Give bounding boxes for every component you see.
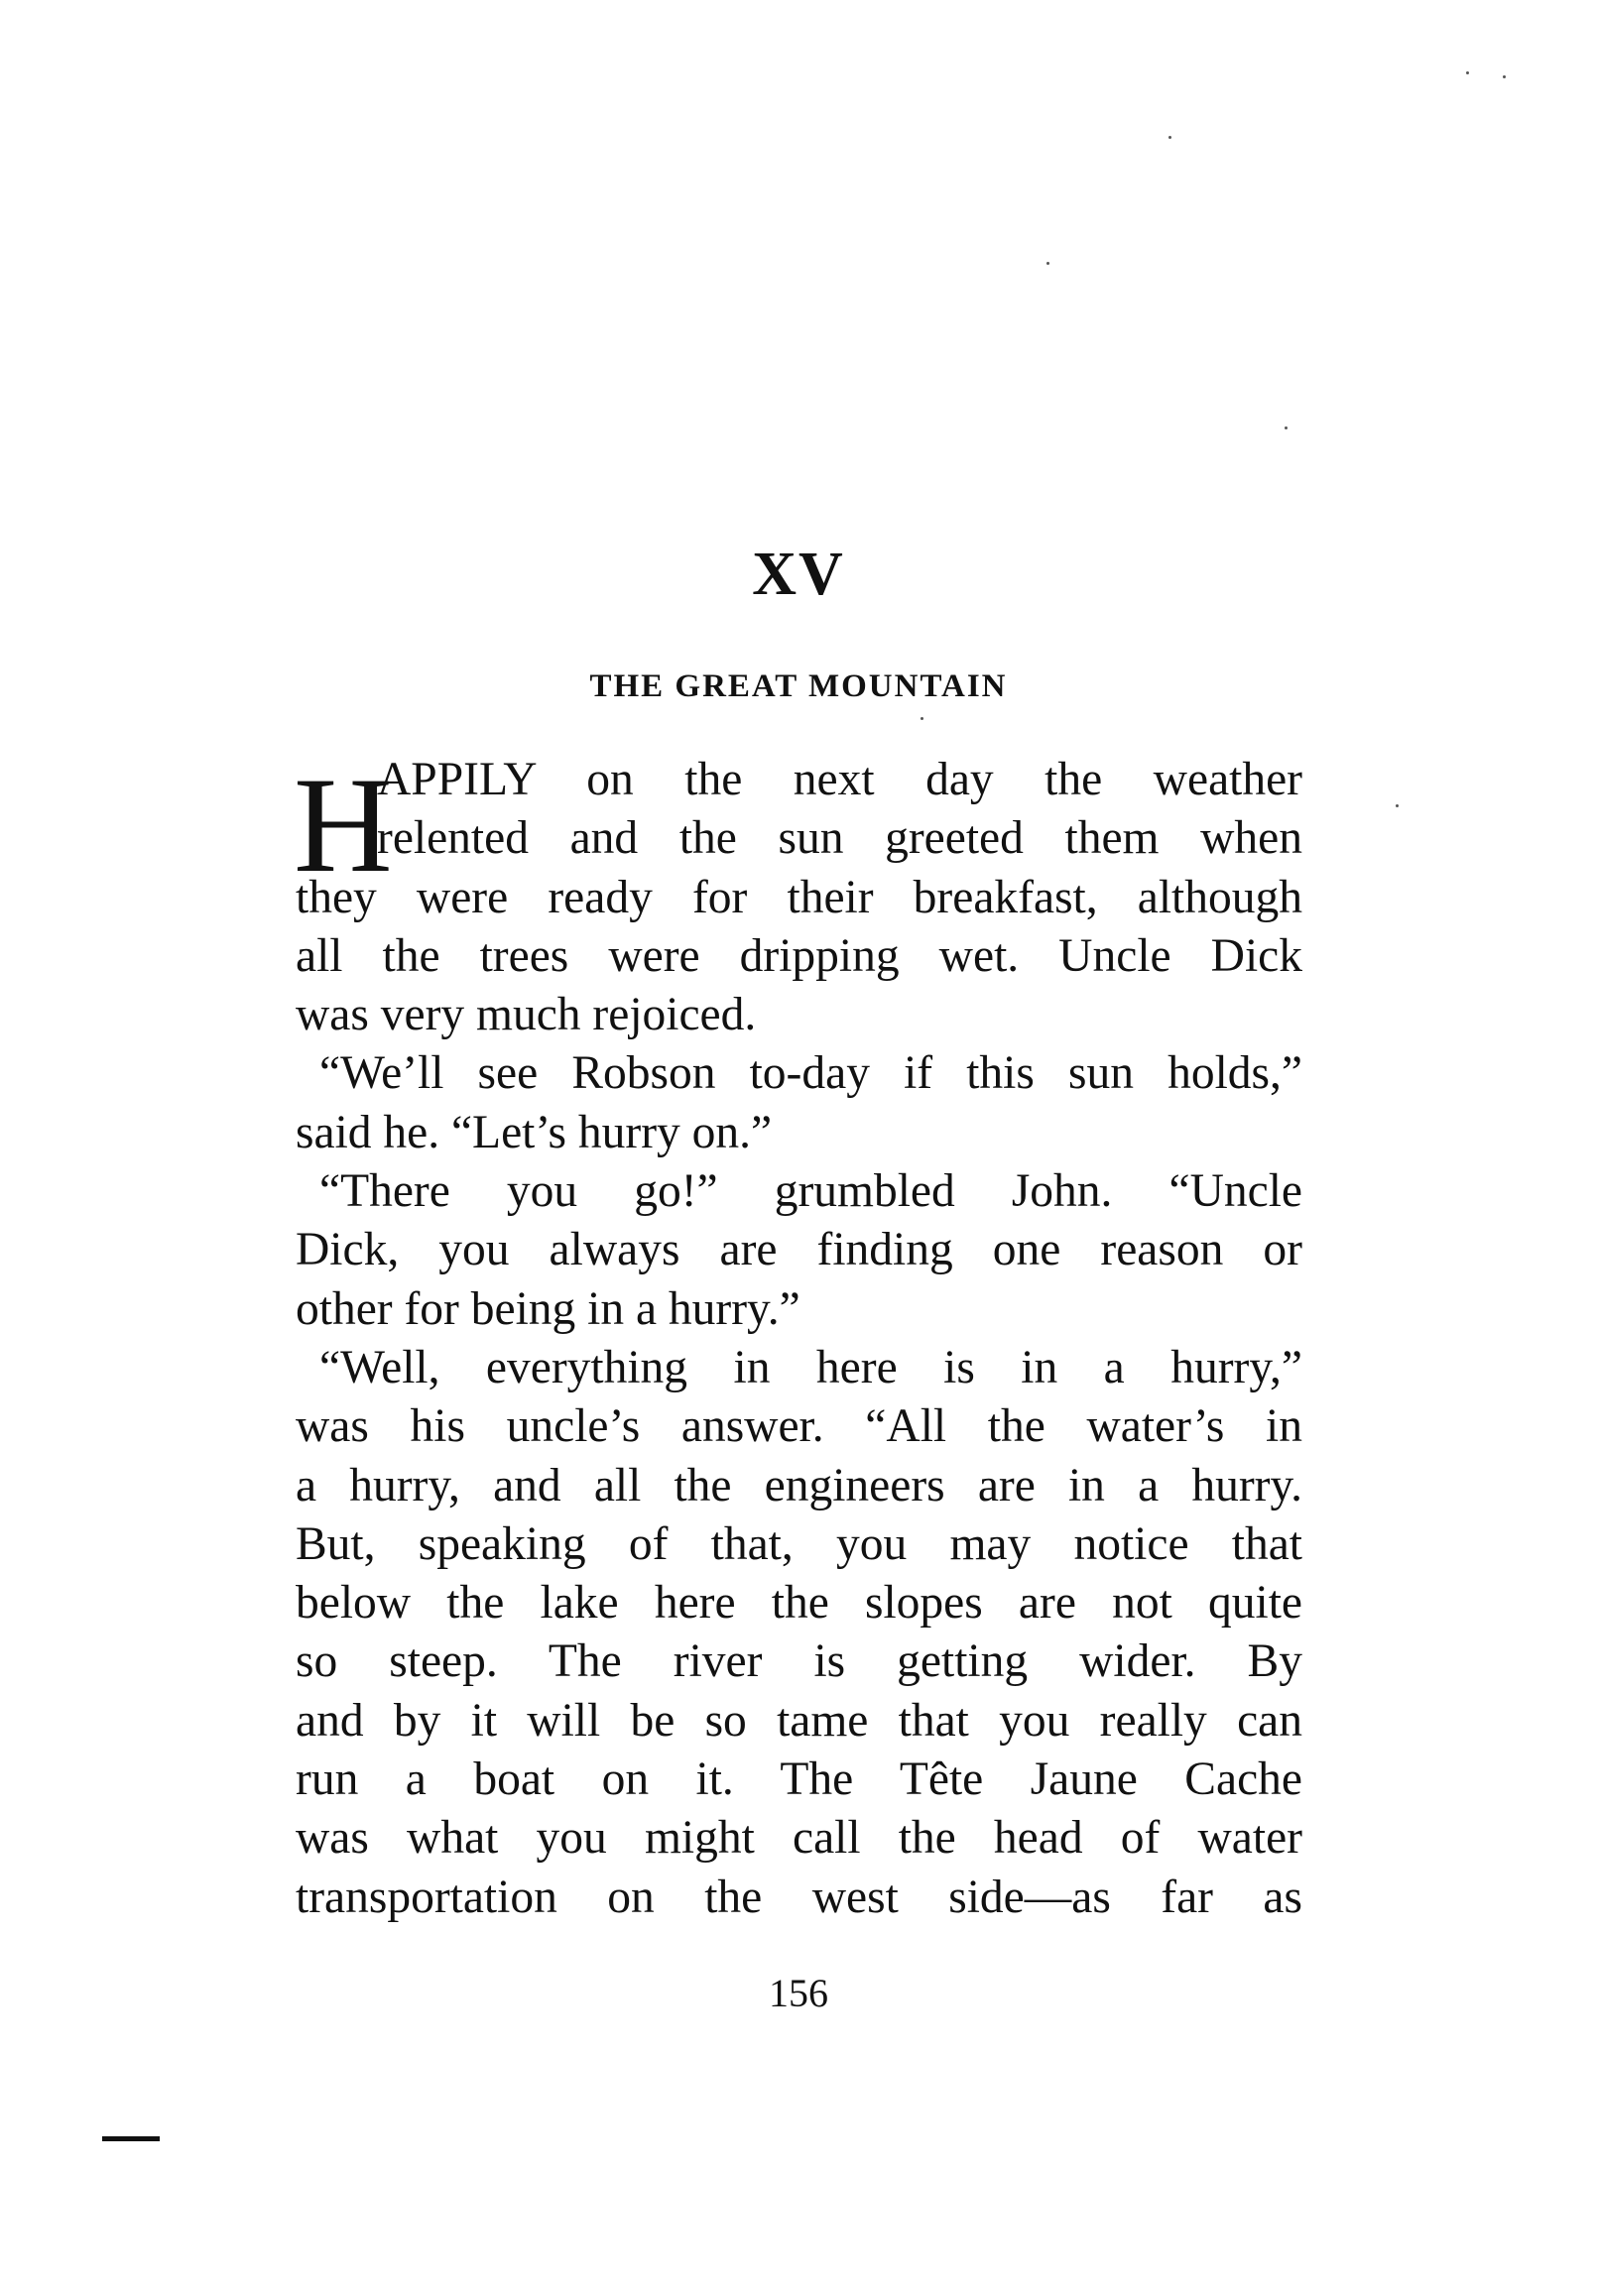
text-line: below the lake here the slopes are not quite [296, 1577, 1302, 1630]
text-line: and by it will be so tame that you really can [296, 1694, 1302, 1747]
text-line: transportation on the west side—as far as [296, 1871, 1302, 1923]
text-line: “There you go!” grumbled John. “Uncle [319, 1165, 1302, 1218]
text-line: other for being in a hurry.” [296, 1282, 800, 1335]
text-line: was what you might call the head of water [296, 1812, 1302, 1865]
text-line: they were ready for their breakfast, although [296, 871, 1302, 923]
drop-cap: H [294, 749, 393, 901]
text-line: run a boat on it. The Tête Jaune Cache [296, 1753, 1302, 1806]
page-number: 156 [769, 1971, 828, 2015]
scan-speck [1466, 71, 1469, 74]
scan-speck [1396, 804, 1399, 807]
scan-speck [1046, 262, 1049, 265]
text-line: But, speaking of that, you may notice that [296, 1517, 1302, 1570]
text-line: a hurry, and all the engineers are in a hurry. [296, 1459, 1302, 1511]
text-line: was his uncle’s answer. “All the water’s in [296, 1400, 1302, 1453]
text-line: Dick, you always are finding one reason or [296, 1224, 1302, 1276]
scan-speck [921, 717, 923, 720]
text-line: “Well, everything in here is in a hurry,” [319, 1341, 1302, 1393]
text-line: “We’ll see Robson to-day if this sun holds,” [319, 1047, 1302, 1100]
scan-speck [1285, 426, 1288, 429]
text-line: APPILY on the next day the weather [377, 754, 1302, 805]
chapter-title: THE GREAT MOUNTAIN [589, 668, 1008, 704]
text-line: so steep. The river is getting wider. By [296, 1635, 1302, 1688]
text-line: was very much rejoiced. [296, 989, 757, 1041]
scan-speck [1168, 136, 1171, 139]
scan-speck [1503, 75, 1506, 78]
text-line: relented and the sun greeted them when [377, 812, 1302, 865]
text-line: all the trees were dripping wet. Uncle Dick [296, 929, 1302, 982]
chapter-number: XV [752, 541, 845, 608]
body-text [296, 751, 1302, 1927]
text-line: said he. “Let’s hurry on.” [296, 1106, 773, 1158]
scan-mark [102, 2136, 160, 2141]
